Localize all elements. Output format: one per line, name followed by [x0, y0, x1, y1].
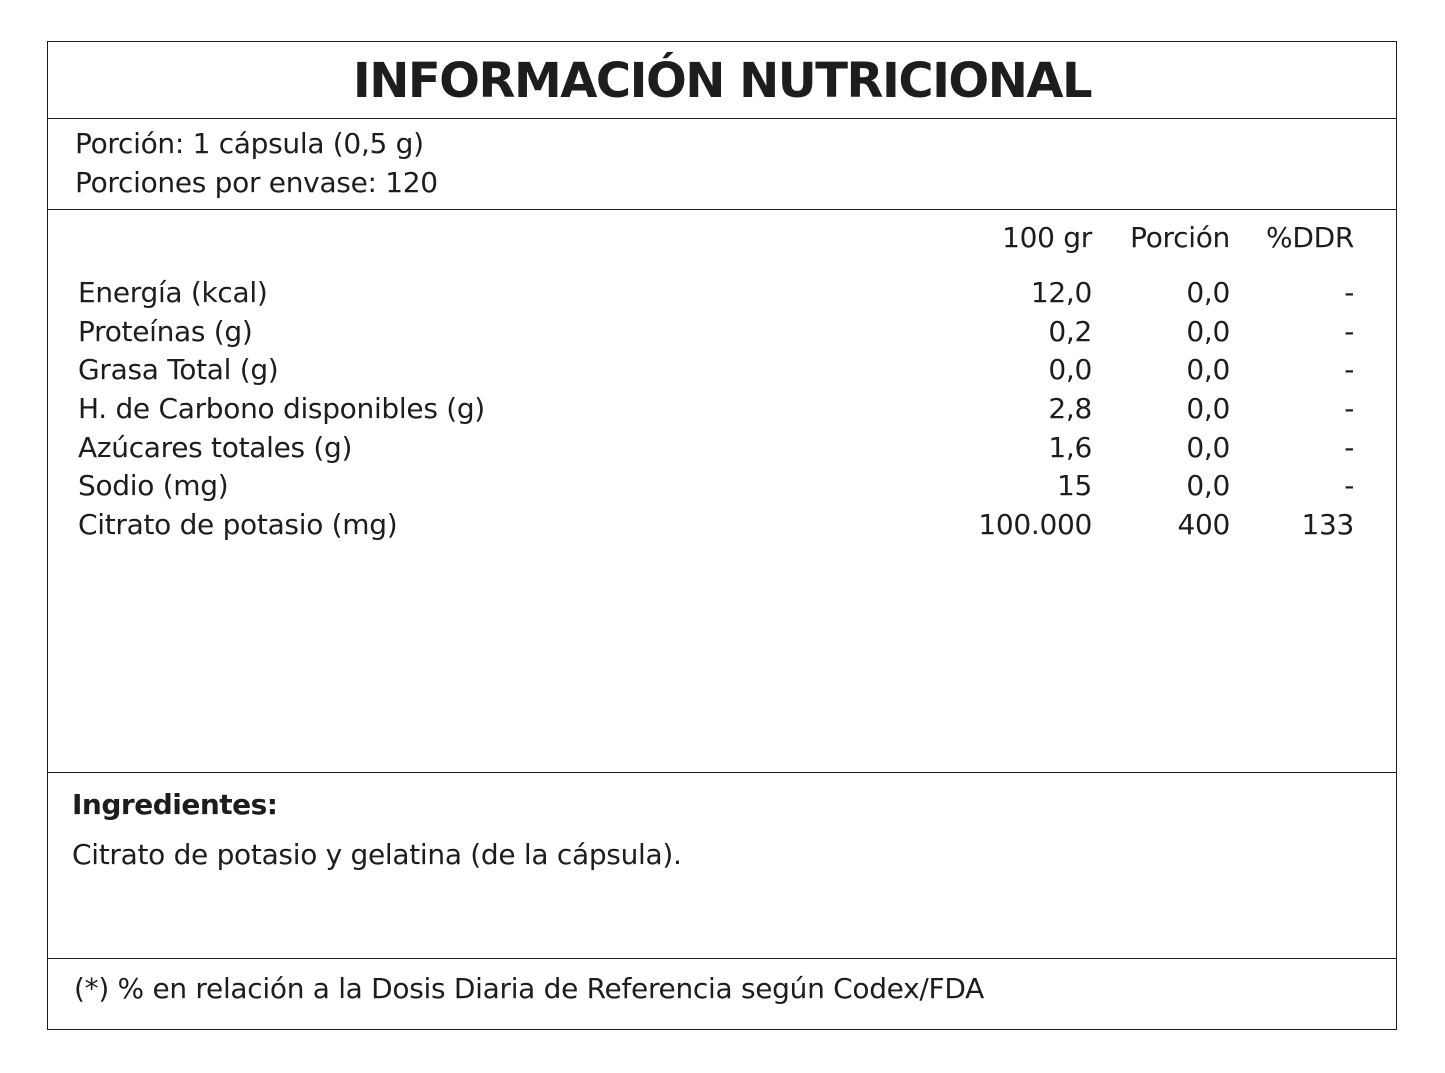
ingredients-text: Citrato de potasio y gelatina (de la cápsula).: [72, 838, 682, 871]
column-header-100g: 100 gr: [1002, 221, 1092, 254]
table-row: [48, 468, 1396, 507]
nutrient-name: Energía (kcal): [78, 276, 268, 309]
nutrition-table: [48, 210, 1396, 773]
value-portion: 0,0: [1186, 430, 1230, 464]
value-portion: 0,0: [1186, 276, 1230, 309]
value-ddr: -: [1344, 314, 1354, 348]
label-title: INFORMACIÓN NUTRICIONAL: [352, 53, 1092, 109]
value-portion: 0,0: [1186, 392, 1230, 426]
value-100g: 0,0: [1048, 353, 1092, 387]
table-row: [48, 391, 1396, 430]
footnote-section: [48, 959, 1396, 1029]
nutrient-name: Sodio (mg): [78, 469, 229, 503]
value-100g: 100.000: [978, 508, 1092, 542]
value-ddr: -: [1344, 353, 1354, 387]
table-row: [48, 314, 1396, 353]
serving-section: [48, 119, 1396, 210]
table-row: [48, 430, 1396, 469]
nutrient-name: H. de Carbono disponibles (g): [78, 392, 485, 426]
value-100g: 1,6: [1048, 430, 1092, 464]
value-ddr: 133: [1301, 508, 1354, 542]
value-portion: 0,0: [1186, 353, 1230, 387]
value-ddr: -: [1344, 276, 1354, 309]
value-ddr: -: [1344, 469, 1354, 503]
value-ddr: -: [1344, 392, 1354, 426]
nutrient-name: Citrato de potasio (mg): [78, 508, 398, 542]
nutrition-label: [47, 41, 1397, 1030]
nutrient-name: Proteínas (g): [78, 314, 253, 348]
value-100g: 15: [1056, 469, 1092, 503]
table-row: [48, 352, 1396, 391]
value-portion: 400: [1177, 508, 1230, 542]
column-header-ddr: %DDR: [1266, 221, 1354, 254]
value-ddr: -: [1344, 430, 1354, 464]
column-header-portion: Porción: [1130, 221, 1230, 254]
value-100g: 12,0: [1030, 276, 1092, 309]
ingredients-section: [48, 773, 1396, 959]
footnote-text: (*) % en relación a la Dosis Diaria de Referencia según Codex/FDA: [74, 972, 984, 1005]
serving-size: Porción: 1 cápsula (0,5 g): [75, 127, 424, 160]
nutrient-name: Azúcares totales (g): [78, 430, 353, 464]
ingredients-title: Ingredientes:: [72, 788, 278, 821]
value-portion: 0,0: [1186, 469, 1230, 503]
title-section: [48, 42, 1396, 119]
value-portion: 0,0: [1186, 314, 1230, 348]
servings-per-container: Porciones por envase: 120: [75, 166, 438, 199]
nutrition-rows: [48, 275, 1396, 546]
value-100g: 0,2: [1048, 314, 1092, 348]
nutrient-name: Grasa Total (g): [78, 353, 279, 387]
table-row: [48, 275, 1396, 314]
table-row: [48, 507, 1396, 546]
value-100g: 2,8: [1048, 392, 1092, 426]
